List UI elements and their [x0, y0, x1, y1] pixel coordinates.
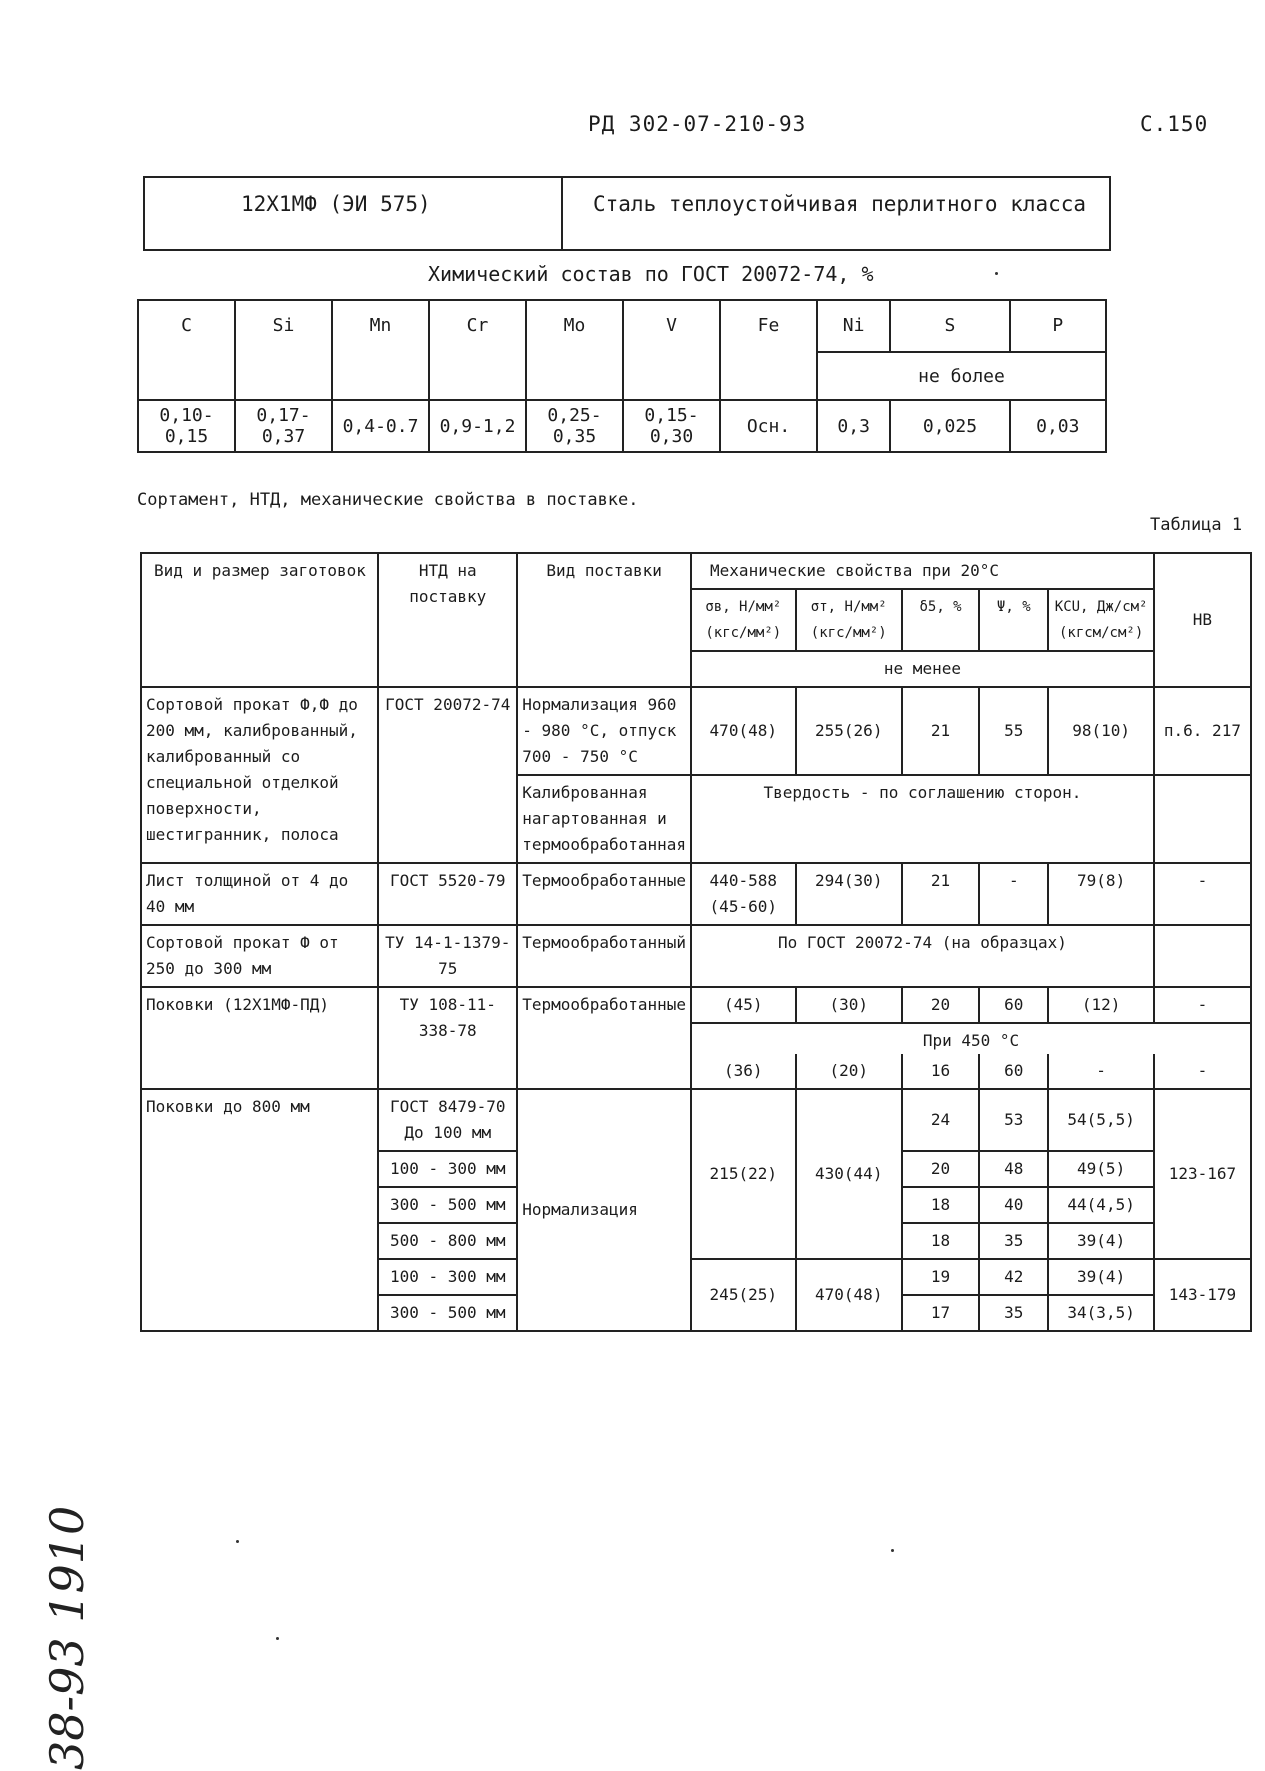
- chem-limit-note: не более: [817, 352, 1106, 400]
- r5-sigma-t-1: 430(44): [796, 1089, 902, 1259]
- r4-delivery: Термообработанные: [517, 987, 691, 1089]
- r5-size-4: 500 - 800 мм: [378, 1223, 517, 1259]
- h-ntd: НТД на поставку: [378, 553, 517, 687]
- r5-kcu-5: 39(4): [1048, 1259, 1153, 1295]
- r5-delta-4: 18: [902, 1223, 979, 1259]
- r1b-note: Твердость - по соглашению сторон.: [691, 775, 1154, 863]
- h-kcu: KCU, Дж/см² (кгсм/см²): [1048, 589, 1153, 651]
- r1b-delivery: Калиброванная нагартованная и термообработанная: [517, 775, 691, 863]
- r5-sigma-b-2: 245(25): [691, 1259, 795, 1331]
- scan-speck: [236, 1540, 239, 1543]
- h-sigma-b: σв, Н/мм² (кгс/мм²): [691, 589, 795, 651]
- r4b-sigma-t: (20): [796, 1054, 902, 1089]
- r4-temp: При 450 °С: [691, 1023, 1251, 1054]
- chem-val-p: 0,03: [1010, 400, 1106, 452]
- chem-val-mn: 0,4-0.7: [332, 400, 429, 452]
- h-hb: НВ: [1154, 553, 1251, 687]
- r4a-sigma-t: (30): [796, 987, 902, 1023]
- margin-handwritten-note: 38-93 1910: [40, 1505, 94, 1770]
- h-sigma-t: σт, Н/мм² (кгс/мм²): [796, 589, 902, 651]
- chem-val-v: 0,15-0,30: [623, 400, 720, 452]
- chem-val-mo: 0,25-0,35: [526, 400, 623, 452]
- r1a-sigma-b: 470(48): [691, 687, 795, 775]
- r5-hb-1: 123-167: [1154, 1089, 1251, 1259]
- r1-ntd: ГОСТ 20072-74: [378, 687, 517, 863]
- r5-psi-1: 53: [979, 1089, 1048, 1151]
- r3-delivery: Термообработанный: [517, 925, 691, 987]
- h-min: не менее: [691, 651, 1154, 687]
- r3-ntd: ТУ 14-1-1379-75: [378, 925, 517, 987]
- r1b-hb: [1154, 775, 1251, 863]
- r1a-sigma-t: 255(26): [796, 687, 902, 775]
- r5-psi-3: 40: [979, 1187, 1048, 1223]
- r5-hb-2: 143-179: [1154, 1259, 1251, 1331]
- r3-kind: Сортовой прокат Ф от 250 до 300 мм: [141, 925, 378, 987]
- r1-kind: Сортовой прокат Ф,Ф до 200 мм, калиброванный, калиброванный со специальной отделкой поверхности, шестигранник, полоса: [141, 687, 378, 863]
- r4a-kcu: (12): [1048, 987, 1153, 1023]
- h-psi: Ψ, %: [979, 589, 1048, 651]
- r5-delta-3: 18: [902, 1187, 979, 1223]
- r5-psi-5: 42: [979, 1259, 1048, 1295]
- r1a-delta: 21: [902, 687, 979, 775]
- chem-el-ni: Ni: [817, 300, 890, 352]
- chem-val-fe: Осн.: [720, 400, 817, 452]
- r4b-delta: 16: [902, 1054, 979, 1089]
- chem-el-c: C: [138, 300, 235, 400]
- chem-val-c: 0,10-0,15: [138, 400, 235, 452]
- r5-size-6: 300 - 500 мм: [378, 1295, 517, 1331]
- r5-kcu-3: 44(4,5): [1048, 1187, 1153, 1223]
- chem-caption: Химический состав по ГОСТ 20072-74, %: [428, 262, 874, 286]
- r4-ntd: ТУ 108-11-338-78: [378, 987, 517, 1089]
- r5-kcu-1: 54(5,5): [1048, 1089, 1153, 1151]
- r5-size-3: 300 - 500 мм: [378, 1187, 517, 1223]
- r4a-sigma-b: (45): [691, 987, 795, 1023]
- r5-ntd-first: ГОСТ 8479-70 До 100 мм: [378, 1089, 517, 1151]
- scan-speck: [891, 1549, 894, 1552]
- r5-delta-2: 20: [902, 1151, 979, 1187]
- r5-delivery: Нормализация: [517, 1089, 691, 1331]
- r2-hb: -: [1154, 863, 1251, 925]
- r5-delta-6: 17: [902, 1295, 979, 1331]
- r3-note: По ГОСТ 20072-74 (на образцах): [691, 925, 1154, 987]
- chem-el-si: Si: [235, 300, 332, 400]
- scan-speck: [276, 1637, 279, 1640]
- doc-number: РД 302-07-210-93: [588, 112, 807, 136]
- r2-delivery: Термообработанные: [517, 863, 691, 925]
- r1a-hb: п.6. 217: [1154, 687, 1251, 775]
- chem-el-mn: Mn: [332, 300, 429, 400]
- r2-kcu: 79(8): [1048, 863, 1153, 925]
- chem-val-si: 0,17-0,37: [235, 400, 332, 452]
- r2-sigma-b: 440-588 (45-60): [691, 863, 795, 925]
- r4b-hb: -: [1154, 1054, 1251, 1089]
- r5-delta-1: 24: [902, 1089, 979, 1151]
- r1a-delivery: Нормализация 960 - 980 °С, отпуск 700 - 750 °С: [517, 687, 691, 775]
- r1a-kcu: 98(10): [1048, 687, 1153, 775]
- chem-el-s: S: [890, 300, 1009, 352]
- mech-table: [140, 552, 1252, 1332]
- chem-val-cr: 0,9-1,2: [429, 400, 526, 452]
- r4a-delta: 20: [902, 987, 979, 1023]
- h-delivery: Вид поставки: [517, 553, 691, 687]
- section-caption: Сортамент, НТД, механические свойства в поставке.: [137, 490, 639, 510]
- chem-val-ni: 0,3: [817, 400, 890, 452]
- r2-ntd: ГОСТ 5520-79: [378, 863, 517, 925]
- page-number: С.150: [1140, 112, 1209, 136]
- steel-grade: 12Х1МФ (ЭИ 575): [144, 177, 562, 250]
- r5-size-5: 100 - 300 мм: [378, 1259, 517, 1295]
- h-kind: Вид и размер заготовок: [141, 553, 378, 687]
- scan-speck: [995, 272, 998, 275]
- r5-kcu-6: 34(3,5): [1048, 1295, 1153, 1331]
- steel-description: Сталь теплоустойчивая перлитного класса: [562, 177, 1110, 250]
- r5-psi-6: 35: [979, 1295, 1048, 1331]
- h-delta: δ5, %: [902, 589, 979, 651]
- r1a-psi: 55: [979, 687, 1048, 775]
- chem-el-mo: Mo: [526, 300, 623, 400]
- chem-table: [137, 299, 1107, 453]
- r5-sigma-b-1: 215(22): [691, 1089, 795, 1259]
- r5-kind: Поковки до 800 мм: [141, 1089, 378, 1331]
- title-box: [143, 176, 1111, 251]
- chem-val-s: 0,025: [890, 400, 1009, 452]
- r5-size-2: 100 - 300 мм: [378, 1151, 517, 1187]
- table-label: Таблица 1: [1150, 515, 1243, 535]
- r5-psi-4: 35: [979, 1223, 1048, 1259]
- chem-el-v: V: [623, 300, 720, 400]
- chem-el-p: P: [1010, 300, 1106, 352]
- r2-psi: -: [979, 863, 1048, 925]
- r4b-kcu: -: [1048, 1054, 1153, 1089]
- r4b-sigma-b: (36): [691, 1054, 795, 1089]
- r5-sigma-t-2: 470(48): [796, 1259, 902, 1331]
- r4-kind: Поковки (12Х1МФ-ПД): [141, 987, 378, 1089]
- r5-kcu-2: 49(5): [1048, 1151, 1153, 1187]
- r2-sigma-t: 294(30): [796, 863, 902, 925]
- h-props: Механические свойства при 20°С: [691, 553, 1154, 589]
- r4a-psi: 60: [979, 987, 1048, 1023]
- r4b-psi: 60: [979, 1054, 1048, 1089]
- r4a-hb: -: [1154, 987, 1251, 1023]
- r2-kind: Лист толщиной от 4 до 40 мм: [141, 863, 378, 925]
- r5-psi-2: 48: [979, 1151, 1048, 1187]
- chem-el-cr: Cr: [429, 300, 526, 400]
- r5-delta-5: 19: [902, 1259, 979, 1295]
- r2-delta: 21: [902, 863, 979, 925]
- chem-el-fe: Fe: [720, 300, 817, 400]
- r3-hb: [1154, 925, 1251, 987]
- r5-kcu-4: 39(4): [1048, 1223, 1153, 1259]
